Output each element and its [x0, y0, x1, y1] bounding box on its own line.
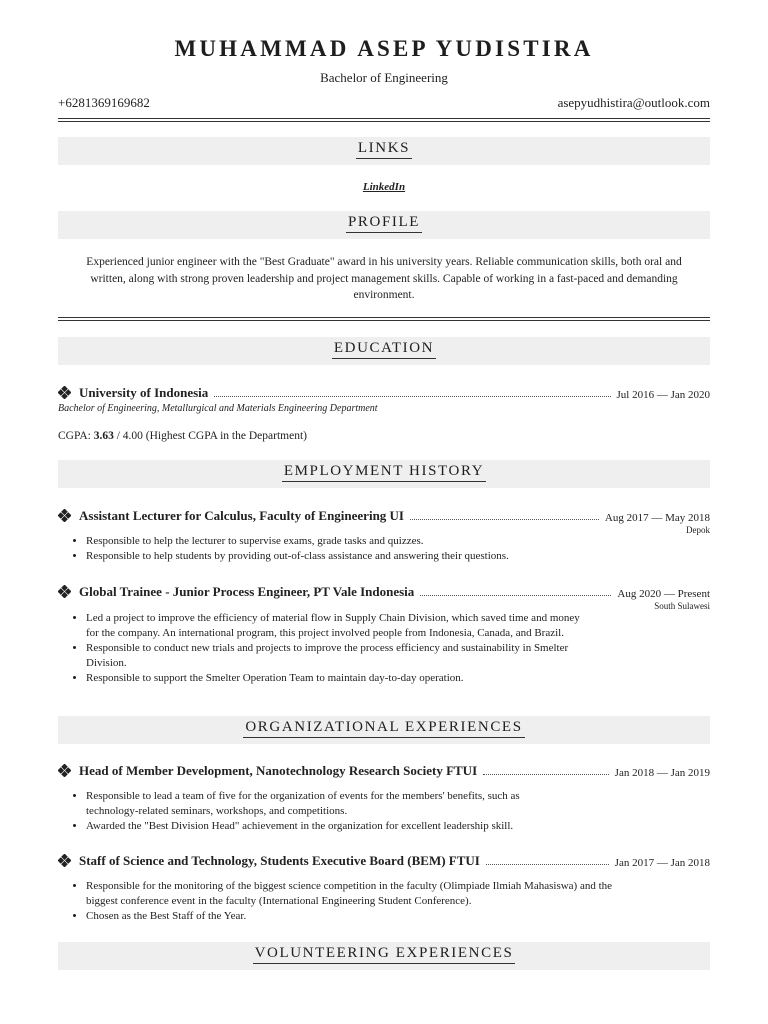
entry-title: Assistant Lecturer for Calculus, Faculty of Engineering UI	[79, 508, 404, 523]
list-item: • Responsible to help students by providing out-of-class assistance and answering their questions.	[86, 549, 710, 564]
organizational-entry	[58, 761, 710, 834]
candidate-degree: Bachelor of Engineering	[320, 70, 448, 85]
quad-diamond-icon	[58, 764, 71, 777]
cgpa-line	[58, 430, 307, 442]
entry-location: South Sulawesi	[654, 601, 710, 611]
list-item: • Responsible for the monitoring of the biggest science competition in the faculty (Olimpiade Ilmiah Mahasiswa) and the biggest conference event in the faculty (International Engineering Student Conference).	[86, 879, 626, 909]
cgpa-value: 3.63	[93, 430, 114, 442]
entry-title: Head of Member Development, Nanotechnology Research Society FTUI	[79, 763, 478, 778]
dotted-leader	[410, 519, 599, 520]
list-item: • Responsible to conduct new trials and projects to improve the process efficiency and sustainability in Smelter Division.	[86, 641, 586, 671]
entry-date: Jan 2018 — Jan 2019	[614, 767, 710, 779]
employment-entry	[58, 582, 710, 686]
organizational-heading-text: ORGANIZATIONAL EXPERIENCES	[243, 719, 524, 738]
email-address[interactable]: asepyudhistira@outlook.com	[557, 95, 710, 110]
list-item: • Awarded the "Best Division Head" achievement in the organization for excellent leadership skill.	[86, 819, 566, 834]
links-heading-text: LINKS	[356, 140, 412, 159]
organizational-section-heading	[58, 716, 710, 744]
quad-diamond-icon	[58, 854, 71, 867]
volunteering-section-heading	[58, 942, 710, 970]
profile-divider	[58, 317, 710, 321]
volunteering-heading-text: VOLUNTEERING EXPERIENCES	[253, 945, 516, 964]
entry-date: Jul 2016 — Jan 2020	[616, 389, 710, 401]
bullet-list	[58, 789, 566, 834]
cgpa-label: CGPA:	[58, 430, 91, 442]
entry-title: Staff of Science and Technology, Students Executive Board (BEM) FTUI	[79, 853, 480, 868]
employment-section-heading	[58, 460, 710, 488]
list-item: • Responsible to lead a team of five for the organization of events for the members' benefits, such as technology-related seminars, workshops, and competitions.	[86, 789, 566, 819]
quad-diamond-icon	[58, 585, 71, 598]
phone-number[interactable]: +6281369169682	[58, 95, 150, 110]
links-section-heading	[58, 137, 710, 165]
dotted-leader	[420, 595, 611, 596]
entry-date: Aug 2017 — May 2018	[604, 512, 710, 524]
quad-diamond-icon	[58, 386, 71, 399]
profile-heading-text: PROFILE	[346, 214, 422, 233]
entry-title: University of Indonesia	[79, 385, 209, 400]
resume-page	[58, 0, 710, 1024]
list-item: • Responsible to help the lecturer to supervise exams, grade tasks and quizzes.	[86, 534, 710, 549]
profile-summary: Experienced junior engineer with the "Best Graduate" award in his university years. Reliable communication skills, both oral and written, along with strong proven leadership and project management skills. Capable of working in a fast-paced and demanding environment.	[86, 256, 682, 301]
bullet-list	[58, 611, 586, 686]
employment-heading-text: EMPLOYMENT HISTORY	[282, 463, 486, 482]
bullet-list	[58, 879, 626, 924]
quad-diamond-icon	[58, 509, 71, 522]
education-entry	[58, 383, 710, 414]
entry-date: Aug 2020 — Present	[617, 588, 710, 600]
entry-date: Jan 2017 — Jan 2018	[614, 857, 710, 869]
entry-title: Global Trainee - Junior Process Engineer, PT Vale Indonesia	[79, 584, 415, 599]
entry-location: Depok	[686, 525, 710, 535]
cgpa-detail: / 4.00 (Highest CGPA in the Department)	[116, 430, 307, 442]
list-item: • Led a project to improve the efficiency of material flow in Supply Chain Division, which saved time and money for the company. An international program, this project involved people from Indonesia, Canada, and Brazil.	[86, 611, 586, 641]
education-section-heading	[58, 337, 710, 365]
education-heading-text: EDUCATION	[332, 340, 436, 359]
dotted-leader	[214, 396, 610, 397]
employment-entry	[58, 506, 710, 564]
list-item: • Responsible to support the Smelter Operation Team to maintain day-to-day operation.	[86, 671, 586, 686]
bullet-list	[58, 534, 710, 564]
profile-section-heading	[58, 211, 710, 239]
dotted-leader	[483, 774, 609, 775]
header-divider	[58, 118, 710, 122]
linkedin-link[interactable]: LinkedIn	[362, 181, 406, 193]
candidate-name: MUHAMMAD ASEP YUDISTIRA	[174, 36, 594, 61]
entry-subtitle: Bachelor of Engineering, Metallurgical and Materials Engineering Department	[58, 403, 378, 414]
list-item: • Chosen as the Best Staff of the Year.	[86, 909, 626, 924]
dotted-leader	[486, 864, 609, 865]
organizational-entry	[58, 851, 710, 924]
